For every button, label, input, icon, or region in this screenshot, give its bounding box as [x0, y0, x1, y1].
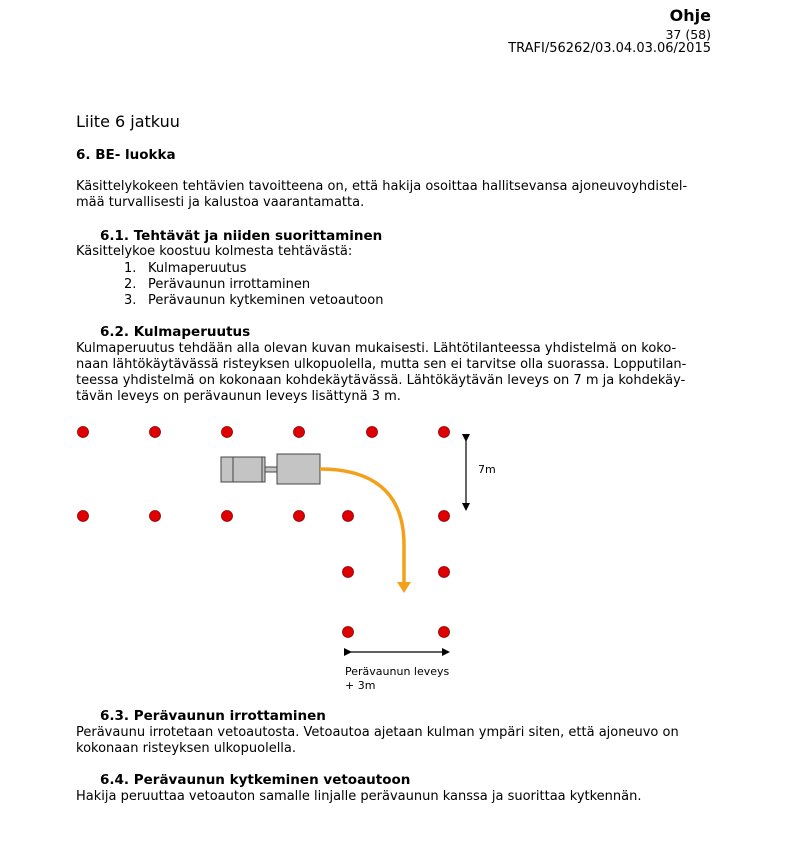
- dimension-label-7m: 7m: [478, 463, 496, 476]
- paragraph-line: naan lähtökäytävässä risteyksen ulkopuolella, mutta sen ei tarvitse olla suorassa. Lopputilan-: [76, 357, 687, 372]
- traffic-cone: [343, 627, 354, 638]
- appendix-title: Liite 6 jatkuu: [76, 112, 180, 131]
- heading-6-1: 6.1. Tehtävät ja niiden suorittaminen: [100, 228, 383, 244]
- reversing-path: [320, 469, 404, 585]
- list-item: 3. Perävaunun kytkeminen vetoautoon: [124, 293, 384, 308]
- traffic-cone: [150, 427, 161, 438]
- paragraph-line: teessa yhdistelmä on kokonaan kohdekäytävässä. Lähtökäytävän leveys on 7 m ja kohdekäy-: [76, 373, 686, 388]
- heading-6-2: 6.2. Kulmaperuutus: [100, 324, 251, 340]
- traffic-cone: [439, 511, 450, 522]
- traffic-cone: [439, 427, 450, 438]
- towing-vehicle: [277, 454, 320, 484]
- traffic-cone: [222, 511, 233, 522]
- section-heading: 6. BE- luokka: [76, 147, 176, 163]
- traffic-cone: [367, 427, 378, 438]
- traffic-cone: [439, 627, 450, 638]
- traffic-cone: [150, 511, 161, 522]
- traffic-cone: [78, 427, 89, 438]
- traffic-cone: [78, 511, 89, 522]
- list-item: 1. Kulmaperuutus: [124, 261, 247, 276]
- path-arrowhead: [397, 582, 411, 593]
- tow-bar: [265, 467, 277, 472]
- dimension-label-width: Perävaunun leveys: [345, 665, 450, 678]
- paragraph-line: tävän leveys on perävaunun leveys lisättynä 3 m.: [76, 389, 401, 404]
- traffic-cone: [294, 511, 305, 522]
- traffic-cone: [439, 567, 450, 578]
- traffic-cone: [222, 427, 233, 438]
- intro-line-2: mää turvallisesti ja kalustoa vaarantamatta.: [76, 195, 365, 210]
- page-number: 37 (58): [665, 27, 711, 42]
- list-item: 2. Perävaunun irrottaminen: [124, 277, 311, 292]
- tasks-intro: Käsittelykoe koostuu kolmesta tehtävästä:: [76, 244, 353, 259]
- dimension-label-width-extra: + 3m: [345, 679, 376, 692]
- heading-6-3: 6.3. Perävaunun irrottaminen: [100, 708, 326, 724]
- traffic-cone: [343, 511, 354, 522]
- traffic-cone: [343, 567, 354, 578]
- intro-line-1: Käsittelykokeen tehtävien tavoitteena on, että hakija osoittaa hallitsevansa ajoneuvoyhdistel-: [76, 179, 688, 194]
- traffic-cone: [294, 427, 305, 438]
- paragraph-line: Perävaunu irrotetaan vetoautosta. Vetoautoa ajetaan kulman ympäri siten, että ajoneuvo on: [76, 725, 679, 740]
- heading-6-4: 6.4. Perävaunun kytkeminen vetoautoon: [100, 772, 411, 788]
- document-type: Ohje: [669, 6, 711, 25]
- paragraph-line: Kulmaperuutus tehdään alla olevan kuvan mukaisesti. Lähtötilanteessa yhdistelmä on koko-: [76, 341, 677, 356]
- paragraph-line: Hakija peruuttaa vetoauton samalle linjalle perävaunun kanssa ja suorittaa kytkennän.: [76, 789, 642, 804]
- paragraph-line: kokonaan risteyksen ulkopuolella.: [76, 741, 297, 756]
- trailer: [221, 457, 265, 482]
- document-reference: TRAFI/56262/03.04.03.06/2015: [508, 41, 711, 56]
